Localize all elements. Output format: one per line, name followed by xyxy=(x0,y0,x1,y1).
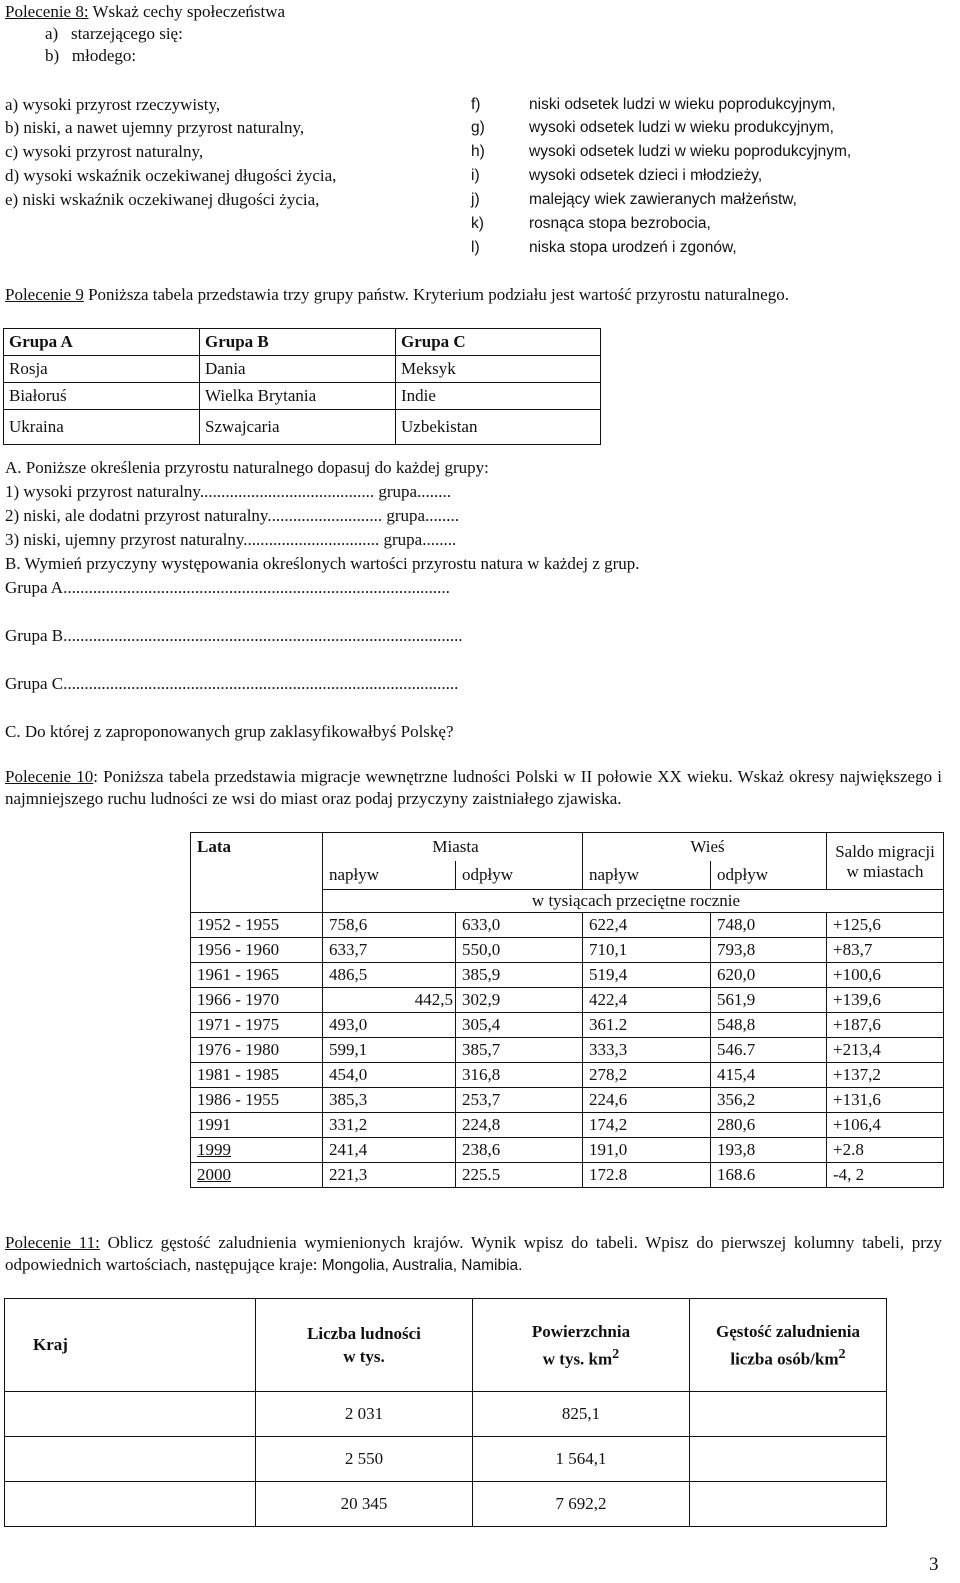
table-cell: 493,0 xyxy=(323,1013,456,1038)
task9-part-b: B. Wymień przyczyny występowania określonych wartości przyrostu natura w każdej z grup. xyxy=(5,554,640,573)
table-cell: Białoruś xyxy=(4,383,200,410)
task8-left-item: a) wysoki przyrost rzeczywisty, xyxy=(5,95,221,114)
task8-title xyxy=(5,2,285,22)
table-row xyxy=(191,963,944,988)
task10-title xyxy=(5,766,942,810)
table-cell: 633,7 xyxy=(323,938,456,963)
table-cell: 385,3 xyxy=(323,1088,456,1113)
table-header: Grupa A xyxy=(4,329,200,356)
area-header-sup: 2 xyxy=(612,1345,620,1362)
table-row xyxy=(5,1299,887,1392)
year-cell: 1952 - 1955 xyxy=(191,913,323,938)
table-cell: 20 345 xyxy=(256,1482,473,1527)
table-cell: 174,2 xyxy=(583,1113,711,1138)
area-header-line2: w tys. km xyxy=(542,1349,613,1369)
task9-answer-line: 3) niski, ujemny przyrost naturalny................................ grupa........ xyxy=(5,530,457,549)
year-cell: 1986 - 1955 xyxy=(191,1088,323,1113)
table-row xyxy=(191,1113,944,1138)
table-cell: 278,2 xyxy=(583,1063,711,1088)
table-cell: 825,1 xyxy=(473,1392,690,1437)
task9-title xyxy=(5,284,942,306)
table-cell: Meksyk xyxy=(396,356,601,383)
task9-title-text: Poniższa tabela przedstawia trzy grupy państw. Kryterium podziału jest wartość przyrostu naturalnego. xyxy=(83,285,789,304)
task8-right-letter: f) xyxy=(471,96,481,113)
table-cell: +106,4 xyxy=(827,1113,944,1138)
table-cell: 221,3 xyxy=(323,1163,456,1188)
table-header: Grupa C xyxy=(396,329,601,356)
table-row xyxy=(4,410,601,445)
table-cell: 238,6 xyxy=(456,1138,583,1163)
table-cell: +125,6 xyxy=(827,913,944,938)
table-cell: 385,9 xyxy=(456,963,583,988)
table-row xyxy=(4,329,601,356)
year-cell: 1991 xyxy=(191,1113,323,1138)
country-cell[interactable] xyxy=(5,1482,256,1527)
table-row xyxy=(191,938,944,963)
table-cell: 361.2 xyxy=(583,1013,711,1038)
task9-answer-line: Grupa B.............................................................................................. xyxy=(5,626,463,645)
table-cell: 422,4 xyxy=(583,988,711,1013)
table-row xyxy=(191,833,944,862)
migration-table xyxy=(190,832,944,1188)
task11-title xyxy=(5,1232,942,1277)
area-header-line1: Powierzchnia xyxy=(531,1321,631,1341)
table-header: odpływ xyxy=(711,861,827,890)
table-header: napływ xyxy=(583,861,711,890)
task10-label: Polecenie 10 xyxy=(5,767,94,786)
population-header-line1: Liczba ludności xyxy=(307,1324,421,1343)
table-header: w tysiącach przeciętne rocznie xyxy=(323,890,944,913)
task9-answer-line: Grupa C............................................................................................. xyxy=(5,674,459,693)
table-cell: 620,0 xyxy=(711,963,827,988)
year-cell: 1966 - 1970 xyxy=(191,988,323,1013)
density-header-line2: liczba osób/km xyxy=(730,1349,839,1369)
table-row xyxy=(191,1163,944,1188)
table-cell: Rosja xyxy=(4,356,200,383)
page-number: 3 xyxy=(929,1554,939,1575)
table-cell: Dania xyxy=(200,356,396,383)
year-cell: 1961 - 1965 xyxy=(191,963,323,988)
table-cell: 305,4 xyxy=(456,1013,583,1038)
table-cell: 356,2 xyxy=(711,1088,827,1113)
year-cell: 1976 - 1980 xyxy=(191,1038,323,1063)
task8-option-b: b) młodego: xyxy=(45,46,137,65)
task11-countries: Mongolia, Australia, Namibia. xyxy=(321,1257,523,1274)
table-header xyxy=(473,1299,690,1392)
task8-right-letter: k) xyxy=(471,215,484,232)
task8-right-item: rosnąca stopa bezrobocia, xyxy=(529,215,711,232)
table-cell: 333,3 xyxy=(583,1038,711,1063)
table-cell: 793,8 xyxy=(711,938,827,963)
table-cell: 561,9 xyxy=(711,988,827,1013)
task8-left-item: d) wysoki wskaźnik oczekiwanej długości życia, xyxy=(5,166,337,185)
table-header: Wieś xyxy=(583,833,827,862)
density-header-line1: Gęstość zaludnienia xyxy=(715,1321,861,1341)
table-cell: 241,4 xyxy=(323,1138,456,1163)
task9-answer-line: Grupa A........................................................................................... xyxy=(5,578,450,597)
table-cell: 316,8 xyxy=(456,1063,583,1088)
year-cell: 1981 - 1985 xyxy=(191,1063,323,1088)
task9-answer-line: 1) wysoki przyrost naturalny......................................... grupa........ xyxy=(5,482,452,501)
table-cell: 486,5 xyxy=(323,963,456,988)
task8-right-letter: g) xyxy=(471,119,485,136)
table-cell: +83,7 xyxy=(827,938,944,963)
table-header xyxy=(690,1299,887,1392)
task8-right-item: wysoki odsetek ludzi w wieku poprodukcyjnym, xyxy=(529,143,852,160)
table-cell: 519,4 xyxy=(583,963,711,988)
table-cell: 454,0 xyxy=(323,1063,456,1088)
table-cell: +131,6 xyxy=(827,1088,944,1113)
table-cell: 191,0 xyxy=(583,1138,711,1163)
table-cell: 415,4 xyxy=(711,1063,827,1088)
table-cell: 193,8 xyxy=(711,1138,827,1163)
table-row xyxy=(191,1013,944,1038)
task8-right-letter: i) xyxy=(471,167,480,184)
table-cell: 622,4 xyxy=(583,913,711,938)
table-cell: 224,6 xyxy=(583,1088,711,1113)
task11-title-text: Oblicz gęstość zaludnienia wymienionych krajów. Wynik wpisz do tabeli. Wpisz do pierwszej kolumny tabeli, przy odpowiednich wartościach, następujące kraje: xyxy=(5,1233,942,1274)
task9-answer-line: 2) niski, ale dodatni przyrost naturalny........................... grupa........ xyxy=(5,506,460,525)
table-header: Miasta xyxy=(323,833,583,862)
table-row xyxy=(4,383,601,410)
table-cell: 546.7 xyxy=(711,1038,827,1063)
task8-title-text: Wskaż cechy społeczeństwa xyxy=(88,2,286,21)
table-cell: Ukraina xyxy=(4,410,200,445)
table-cell: 7 692,2 xyxy=(473,1482,690,1527)
table-cell: 758,6 xyxy=(323,913,456,938)
task11-label: Polecenie 11: xyxy=(5,1233,100,1252)
table-cell: +137,2 xyxy=(827,1063,944,1088)
table-cell: +139,6 xyxy=(827,988,944,1013)
table-row xyxy=(191,988,944,1013)
table-row xyxy=(5,1482,887,1527)
table-cell: 385,7 xyxy=(456,1038,583,1063)
task8-right-item: niski odsetek ludzi w wieku poprodukcyjnym, xyxy=(529,96,836,113)
table-cell: 2 550 xyxy=(256,1437,473,1482)
table-row xyxy=(4,356,601,383)
table-row xyxy=(191,1088,944,1113)
task8-right-item: wysoki odsetek dzieci i młodzieży, xyxy=(529,167,763,184)
task8-left-item: b) niski, a nawet ujemny przyrost naturalny, xyxy=(5,118,305,137)
groups-table xyxy=(3,328,601,445)
table-cell: 331,2 xyxy=(323,1113,456,1138)
table-cell: Uzbekistan xyxy=(396,410,601,445)
task8-left-item: c) wysoki przyrost naturalny, xyxy=(5,142,204,161)
country-cell[interactable] xyxy=(5,1437,256,1482)
table-row xyxy=(191,1038,944,1063)
table-cell: 1 564,1 xyxy=(473,1437,690,1482)
task8-label: Polecenie 8: xyxy=(5,2,89,21)
population-header-line2: w tys. xyxy=(343,1347,385,1366)
table-header: Saldo migracji w miastach xyxy=(827,833,944,890)
task9-label: Polecenie 9 xyxy=(5,285,84,304)
table-cell: 710,1 xyxy=(583,938,711,963)
task8-right-item: wysoki odsetek ludzi w wieku produkcyjnym, xyxy=(529,119,834,136)
table-header: napływ xyxy=(323,861,456,890)
table-header: odpływ xyxy=(456,861,583,890)
table-cell: +187,6 xyxy=(827,1013,944,1038)
density-cell[interactable] xyxy=(690,1437,887,1482)
year-cell: 1956 - 1960 xyxy=(191,938,323,963)
table-cell: +100,6 xyxy=(827,963,944,988)
table-header: Grupa B xyxy=(200,329,396,356)
task8-right-letter: h) xyxy=(471,143,485,160)
task10-title-text: : Poniższa tabela przedstawia migracje wewnętrzne ludności Polski w II połowie XX wieku. Wskaż okresy największego i najmniejszego ruchu ludności ze wsi do miast oraz podaj przyczyny zaistniałego zjawiska. xyxy=(5,767,942,808)
table-row xyxy=(5,1392,887,1437)
table-cell: 548,8 xyxy=(711,1013,827,1038)
table-cell: 599,1 xyxy=(323,1038,456,1063)
task9-part-a: A. Poniższe określenia przyrostu naturalnego dopasuj do każdej grupy: xyxy=(5,458,489,477)
density-cell[interactable] xyxy=(690,1482,887,1527)
task8-right-letter: j) xyxy=(471,191,480,208)
table-row xyxy=(191,913,944,938)
task8-right-item: niska stopa urodzeń i zgonów, xyxy=(529,239,737,256)
table-cell: 225.5 xyxy=(456,1163,583,1188)
table-row xyxy=(191,1063,944,1088)
table-header xyxy=(256,1299,473,1392)
year-cell: 1971 - 1975 xyxy=(191,1013,323,1038)
table-cell: 253,7 xyxy=(456,1088,583,1113)
table-cell: +2.8 xyxy=(827,1138,944,1163)
task8-right-letter: l) xyxy=(471,239,480,256)
table-cell: 2 031 xyxy=(256,1392,473,1437)
table-cell: 442,5 xyxy=(323,988,456,1013)
table-cell: Szwajcaria xyxy=(200,410,396,445)
table-cell: Indie xyxy=(396,383,601,410)
table-row xyxy=(5,1437,887,1482)
table-cell: -4, 2 xyxy=(827,1163,944,1188)
density-cell[interactable] xyxy=(690,1392,887,1437)
table-cell: 280,6 xyxy=(711,1113,827,1138)
year-cell: 2000 xyxy=(191,1163,323,1188)
task8-left-item: e) niski wskaźnik oczekiwanej długości życia, xyxy=(5,190,320,209)
density-table xyxy=(4,1298,887,1527)
country-cell[interactable] xyxy=(5,1392,256,1437)
table-cell: 172.8 xyxy=(583,1163,711,1188)
table-cell: 302,9 xyxy=(456,988,583,1013)
task9-part-c: C. Do której z zaproponowanych grup zaklasyfikowałbyś Polskę? xyxy=(5,722,454,741)
table-header: Lata xyxy=(191,833,323,913)
table-cell: 748,0 xyxy=(711,913,827,938)
density-header-sup: 2 xyxy=(838,1345,846,1362)
task8-option-a: a) starzejącego się: xyxy=(45,24,183,43)
table-cell: 633,0 xyxy=(456,913,583,938)
task8-right-item: malejący wiek zawieranych małżeństw, xyxy=(529,191,797,208)
table-cell: 550,0 xyxy=(456,938,583,963)
table-header: Kraj xyxy=(5,1299,256,1392)
table-cell: +213,4 xyxy=(827,1038,944,1063)
table-cell: 168.6 xyxy=(711,1163,827,1188)
table-row xyxy=(191,1138,944,1163)
table-cell: Wielka Brytania xyxy=(200,383,396,410)
table-cell: 224,8 xyxy=(456,1113,583,1138)
year-cell: 1999 xyxy=(191,1138,323,1163)
